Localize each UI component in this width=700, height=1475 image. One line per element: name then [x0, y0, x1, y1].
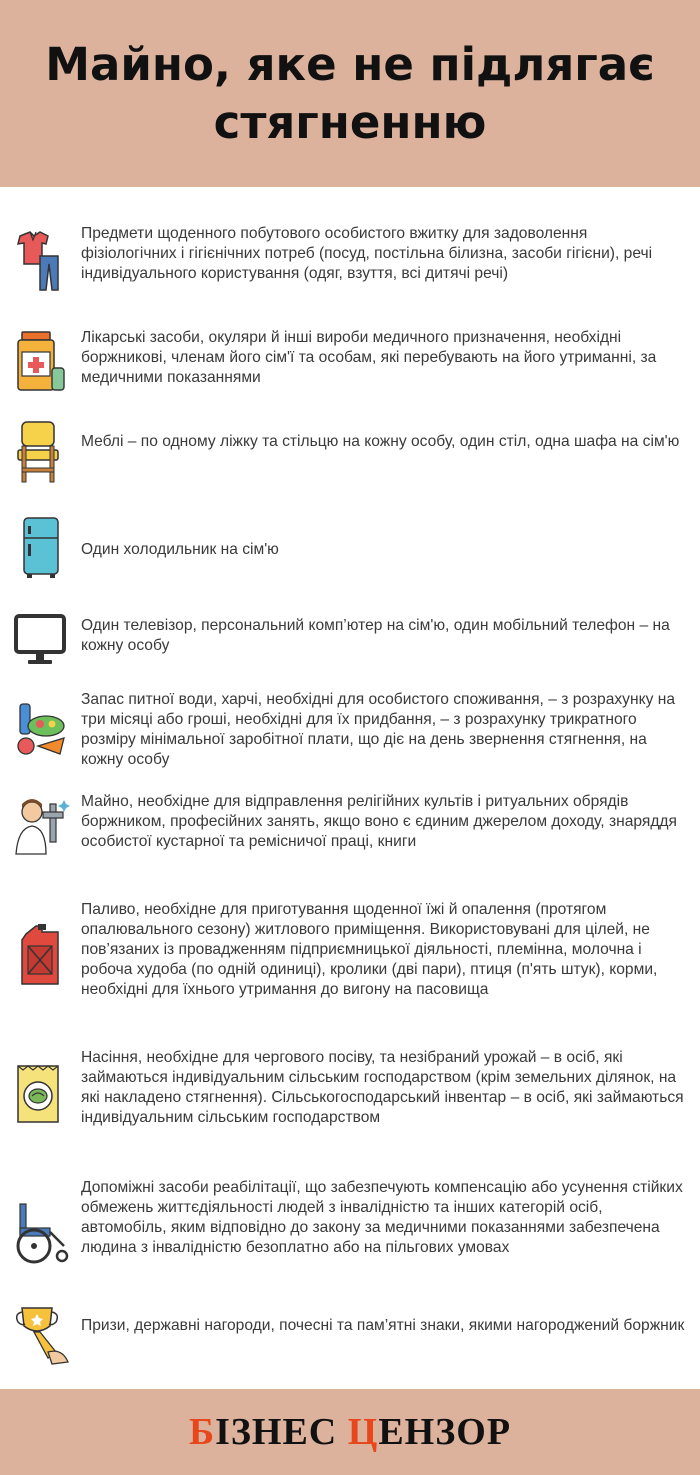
item-text: Один холодильник на сім'ю — [81, 541, 279, 558]
chair-icon — [12, 420, 72, 484]
fuel-canister-icon — [12, 924, 72, 988]
clothes-icon — [12, 230, 72, 294]
wheelchair-icon — [12, 1202, 72, 1266]
brand-letter-ts: Ц — [347, 1411, 379, 1453]
brand-part-2: ЕНЗОР — [378, 1411, 512, 1453]
item-text: Лікарські засоби, окуляри й інші вироби медичного призначення, необхідні боржникові, членам його сім'ї та особам, які перебувають на його утриманні, за медичними показаннями — [81, 329, 657, 386]
item-text: Майно, необхідне для відправлення релігійних культів і ритуальних обрядів боржником, професійних занять, якщо воно є єдиним джерелом доходу, знаряддя особистої кустарної та ремісничої праці, книги — [81, 793, 677, 850]
item-text: Предмети щоденного побутового особистого вжитку для задоволення фізіологічних і гігієнічних потреб (посуд, постільна білизна, засоби гігієни), речі індивідуального користування (одяг, взуття, всі дитячі речі) — [81, 225, 653, 282]
priest-icon — [12, 796, 72, 860]
item-text: Меблі – по одному ліжку та стільцю на кожну особу, один стіл, одна шафа на сім'ю — [81, 433, 680, 450]
item-text: Призи, державні нагороди, почесні та пам’ятні знаки, якими нагороджений боржник — [81, 1317, 685, 1334]
item-text: Паливо, необхідне для приготування щоденної їжі й опалення (протягом опалювального сезону) житлового приміщення. Використовувані для цілей, не пов’язаних із провадженням підприємницької діяльності, племінна, молочна і робоча худоба (по одній одиниці), кролики (дві пари), птиця (п'ять штук), корми, необхідні для їхнього утримання до вигону на пасовища — [81, 901, 658, 998]
seed-bag-icon — [12, 1062, 72, 1126]
page-title: Майно, яке не підлягає стягненню — [45, 37, 655, 149]
trophy-icon — [12, 1302, 72, 1366]
footer-band — [0, 1389, 700, 1475]
fridge-icon — [12, 516, 72, 580]
item-text: Запас питної води, харчі, необхідні для особистого споживання, – з розрахунку на три місяці або гроші, необхідні для їх придбання, – з розрахунку трикратного розміру мінімальної заробітної плати, що діє на день звернення стягнення, на кожну особу — [81, 691, 675, 768]
medicine-icon — [12, 330, 72, 394]
brand-part-1: ІЗНЕС — [215, 1411, 348, 1453]
monitor-icon — [12, 612, 72, 676]
item-text: Один телевізор, персональний комп’ютер на сім'ю, один мобільний телефон – на кожну особу — [81, 617, 670, 654]
item-text: Допоміжні засоби реабілітації, що забезпечують компенсацію або усунення стійких обмежень життєдіяльності людей з інвалідністю та інших категорій осіб, автомобіль, яким відповідно до закону за медичними показаннями забезпечена людина з інвалідністю безоплатно або на пільгових умовах — [81, 1179, 683, 1256]
header-band — [0, 0, 700, 187]
item-text: Насіння, необхідне для чергового посіву, та незібраний урожай – в осіб, які займаються індивідуальним сільським господарством (крім земельних ділянок, на які накладено стягнення). Сільськогосподарський інвентар – в осіб, які займаються індивідуальним сільським господарством — [81, 1049, 684, 1126]
food-icon — [12, 698, 72, 762]
brand-letter-b: Б — [188, 1411, 216, 1453]
brand-logo — [189, 1410, 511, 1454]
